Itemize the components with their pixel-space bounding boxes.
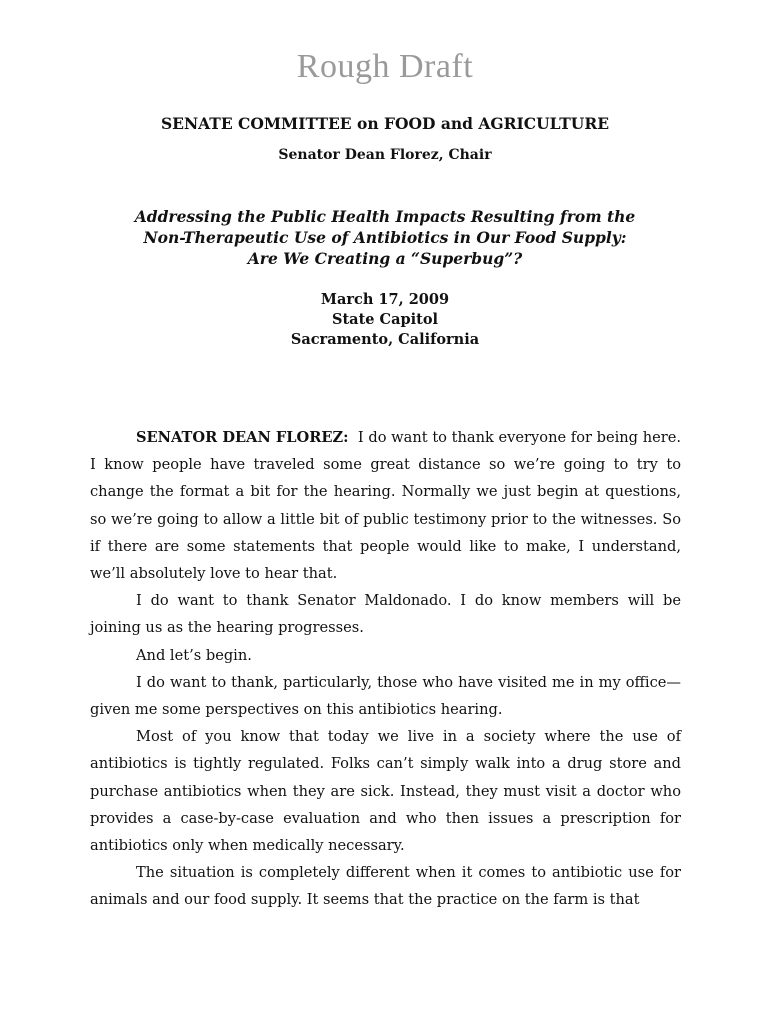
chair-heading: Senator Dean Florez, Chair [278,147,492,163]
paragraph-text: I do want to thank everyone for being here. I know people have traveled some great distance so we’re going to try to change the format a bit for the hearing. Normally we just begin at questions, so we’re going to allow a little bit of public testimony prior to the witnesses. So if there are some statements that people would like to make, I understand, we’ll absolutely love to hear that. [90,429,681,583]
transcript-paragraph: I do want to thank, particularly, those who have visited me in my office—given me some perspectives on this antibiotics hearing. [90,673,681,719]
transcript-paragraph: And let’s begin. [136,646,252,664]
speaker-name: SENATOR DEAN FLOREZ: [136,429,349,446]
rough-draft-watermark: Rough Draft [296,48,474,85]
transcript-paragraph: Most of you know that today we live in a society where the use of antibiotics is tightly regulated. Folks can’t simply walk into a drug store and purchase antibiotics when they are sick. Instead, they must visit a doctor who provides a case-by-case evaluation and who then issues a prescription for antibiotics only when medically necessary. [90,728,681,855]
hearing-title [0,206,770,269]
hearing-title-line: Non-Therapeutic Use of Antibiotics in Our Food Supply: [143,228,627,247]
transcript-paragraph [90,424,681,587]
meeting-venue: State Capitol [332,311,438,328]
meeting-date: March 17, 2009 [320,291,450,308]
transcript-paragraph: The situation is completely different when it comes to antibiotic use for animals and our food supply. It seems that the practice on the farm is that [90,864,681,909]
meeting-info [0,290,770,350]
hearing-title-line: Addressing the Public Health Impacts Resulting from the [134,207,636,226]
hearing-title-line: Are We Creating a “Superbug”? [247,249,523,268]
meeting-city: Sacramento, California [290,331,480,348]
transcript-paragraph: I do want to thank Senator Maldonado. I do know members will be joining us as the hearing progresses. [90,592,681,637]
committee-heading: SENATE COMMITTEE on FOOD and AGRICULTURE [160,114,610,133]
transcript-body [90,424,681,914]
